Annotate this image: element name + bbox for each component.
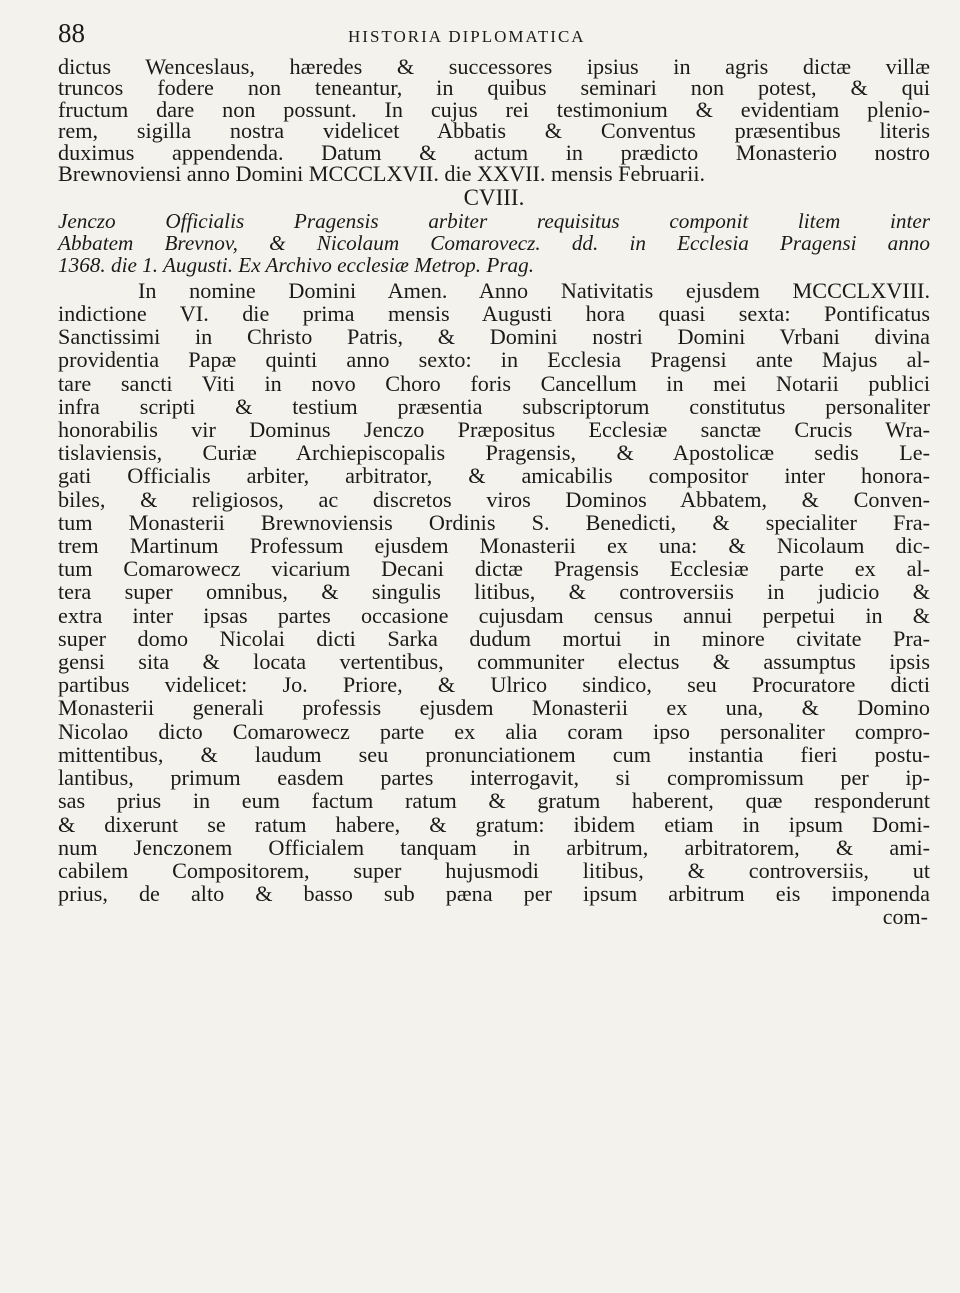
- text-line: tera super omnibus, & singulis litibus, & controversiis in judicio &: [58, 579, 930, 605]
- text-line: tislaviensis, Curiæ Archiepiscopalis Pragensis, & Apostolicæ sedis Le-: [58, 440, 930, 466]
- rubric-line: 1368. die 1. Augusti. Ex Archivo ecclesiæ Metrop. Prag.: [58, 253, 535, 278]
- text-line: indictione VI. die prima mensis Augusti hora quasi sexta: Pontificatus: [58, 301, 930, 327]
- text-line: partibus videlicet: Jo. Priore, & Ulrico sindico, seu Procuratore dicti: [58, 672, 930, 698]
- text-line: tum Monasterii Brewnoviensis Ordinis S. Benedicti, & specialiter Fra-: [58, 509, 930, 535]
- document-rubric: [58, 211, 930, 276]
- running-head: HISTORIA DIPLOMATICA: [348, 27, 586, 46]
- text-line: tare sancti Viti in novo Choro foris Cancellum in mei Notarii publici: [58, 370, 930, 396]
- text-line: gati Officialis arbiter, arbitrator, & amicabilis compositor inter honora-: [58, 463, 930, 489]
- text-line: In nomine Domini Amen. Anno Nativitatis ejusdem MCCCLXVIII.: [138, 277, 930, 303]
- text-line: super domo Nicolai dicti Sarka dudum mortui in minore civitate Pra-: [58, 625, 930, 651]
- text-line: mittentibus, & laudum seu pronunciationem cum instantia fieri postu-: [58, 741, 930, 767]
- text-line: dictus Wenceslaus, hæredes & successores ipsius in agris dictæ villæ: [58, 54, 930, 79]
- main-paragraph: [58, 279, 930, 905]
- text-line: extra inter ipsas partes occasione cujusdam census annui perpetui in &: [58, 602, 930, 628]
- text-line: providentia Papæ quinti anno sexto: in Ecclesia Pragensi ante Majus al-: [58, 347, 930, 373]
- rubric-line: Jenczo Officialis Pragensis arbiter requisitus componit litem inter: [58, 209, 930, 234]
- text-line: gensi sita & locata vertentibus, communiter electus & assumptus ipsis: [58, 649, 930, 675]
- text-line: fructum dare non possunt. In cujus rei testimonium & evidentiam plenio-: [58, 96, 930, 122]
- text-line: prius, de alto & basso sub pæna per ipsum arbitrum eis imponenda: [58, 881, 930, 907]
- text-line: Monasterii generali professis ejusdem Monasterii ex una, & Domino: [58, 695, 930, 721]
- text-line: tum Comarowecz vicarium Decani dictæ Pragensis Ecclesiæ parte ex al-: [58, 556, 930, 582]
- text-line: num Jenczonem Officialem tanquam in arbitrum, arbitratorem, & ami-: [58, 834, 930, 860]
- text-line: lantibus, primum easdem partes interrogavit, si compromissum per ip-: [58, 765, 930, 791]
- text-line: & dixerunt se ratum habere, & gratum: ibidem etiam in ipsum Domi-: [58, 811, 930, 837]
- opening-paragraph: [58, 54, 930, 187]
- text-line: honorabilis vir Dominus Jenczo Præpositus Ecclesiæ sanctæ Crucis Wra-: [58, 417, 930, 443]
- text-line: cabilem Compositorem, super hujusmodi litibus, & controversiis, ut: [58, 857, 930, 883]
- text-line: duximus appendenda. Datum & actum in prædicto Monasterio nostro: [58, 139, 930, 165]
- text-line: biles, & religiosos, ac discretos viros Dominos Abbatem, & Conven-: [58, 486, 930, 512]
- section-number: CVIII.: [463, 185, 525, 211]
- text-line: Brewnoviensi anno Domini MCCCLXVII. die XXVII. mensis Februarii.: [58, 161, 706, 187]
- text-line: rem, sigilla nostra videlicet Abbatis & Conventus præsentibus literis: [58, 118, 930, 144]
- catchword: com-: [882, 904, 928, 930]
- text-line: infra scripti & testium præsentia subscriptorum constitutus personaliter: [58, 393, 930, 419]
- text-line: trem Martinum Professum ejusdem Monasterii ex una: & Nicolaum dic-: [58, 533, 930, 559]
- page-header: [58, 18, 930, 56]
- page-number: 88: [58, 18, 85, 48]
- text-line: Nicolao dicto Comarowecz parte ex alia coram ipso personaliter compro-: [58, 718, 930, 744]
- text-line: truncos fodere non teneantur, in quibus seminari non potest, & qui: [58, 75, 930, 101]
- text-line: sas prius in eum factum ratum & gratum haberent, quæ responderunt: [58, 788, 930, 814]
- rubric-line: Abbatem Brevnov, & Nicolaum Comarovecz. dd. in Ecclesia Pragensi anno: [58, 231, 930, 256]
- text-line: Sanctissimi in Christo Patris, & Domini nostri Domini Vrbani divina: [58, 324, 930, 350]
